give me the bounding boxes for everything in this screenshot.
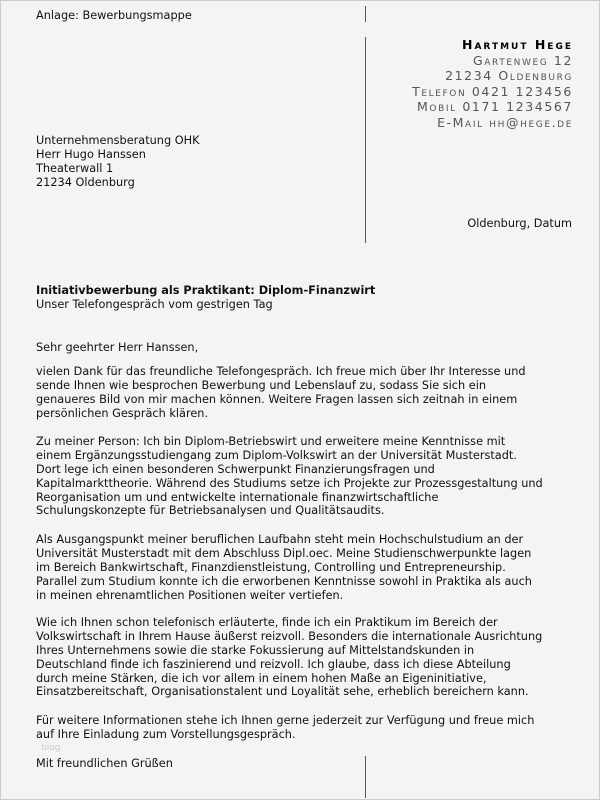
paragraph-line: Als Ausgangspunkt meiner beruflichen Laufbahn steht mein Hochschulstudium an der <box>36 533 524 546</box>
salutation: Sehr geehrter Herr Hanssen, <box>36 341 199 354</box>
sender-city: 21234 Oldenburg <box>445 68 573 83</box>
paragraph-line: in meinen ehrenamtlichen Positionen weiter vertiefen. <box>36 588 344 602</box>
paragraph-line: Schulungskonzepte für Betriebsanalysen und Qualitätsaudits. <box>36 504 385 518</box>
place-date: Oldenburg, Datum <box>467 217 572 230</box>
paragraph-line: Ihres Unternehmens sowie die starke Fokussierung auf Mittelstandskunden in <box>36 643 475 657</box>
recipient-address <box>36 134 200 190</box>
paragraph-line: vielen Dank für das freundliche Telefongespräch. Ich freue mich über Ihr Interesse und <box>36 365 526 378</box>
recipient-line: Herr Hugo Hanssen <box>36 147 146 161</box>
sender-phone: Telefon 0421 123456 <box>412 83 573 99</box>
paragraph-line: sende Ihnen wie besprochen Bewerbung und Lebenslauf zu, sodass Sie sich ein <box>36 378 487 392</box>
sender-email: E-Mail hh@hege.de <box>437 114 573 130</box>
paragraph-line: Dort lege ich einen besonderen Schwerpunkt Finanzierungsfragen und <box>36 462 435 476</box>
paragraph-line: genaueres Bild von mir machen können. Weitere Fragen lassen sich zeitnah in einem <box>36 392 518 406</box>
closing: Mit freundlichen Grüßen <box>36 757 173 770</box>
paragraph <box>36 533 532 602</box>
paragraph-line: durch meine Stärken, die ich vor allem in einem hohen Maße an Eigeninitiative, <box>36 671 487 685</box>
paragraph-line: Zu meiner Person: Ich bin Diplom-Betriebswirt und erweitere meine Kenntnisse mit <box>36 435 506 448</box>
paragraph-line: Deutschland finde ich faszinierend und reizvoll. Ich glaube, dass ich diese Abteilung <box>36 657 511 671</box>
attachment-note: Anlage: Bewerbungsmappe <box>36 9 192 22</box>
divider-line-bottom <box>365 756 366 798</box>
paragraph-line: persönlichen Gespräch klären. <box>36 406 209 420</box>
fold-line-top <box>365 6 366 22</box>
paragraph-line: Kapitalmarkttheorie. Während des Studiums setze ich Projekte zur Prozessgestaltung und <box>36 476 543 490</box>
paragraph <box>36 616 542 699</box>
paragraph <box>36 365 526 421</box>
paragraph-line: im Bereich Bankwirtschaft, Finanzdienstleistung, Controlling und Entrepreneurship. <box>36 560 506 574</box>
paragraph <box>36 435 543 518</box>
recipient-line: Unternehmensberatung OHK <box>36 134 200 147</box>
sender-street: Gartenweg 12 <box>473 52 573 68</box>
paragraph-line: Einsatzbereitschaft, Organisationstalent und Loyalität sehe, erheblich bereichern kann. <box>36 685 529 699</box>
recipient-line: Theaterwall 1 <box>36 161 114 175</box>
watermark: blog <box>41 743 61 753</box>
paragraph-line: einem Ergänzungsstudiengang zum Diplom-Volkswirt an der Universität Musterstadt. <box>36 448 517 462</box>
recipient-line: 21234 Oldenburg <box>36 175 135 189</box>
paragraph-line: Reorganisation um und entwickelte internationale finanzwirtschaftliche <box>36 490 439 504</box>
paragraph-line: auf Ihre Einladung zum Vorstellungsgespräch. <box>36 727 296 741</box>
paragraph-line: Für weitere Informationen stehe ich Ihnen gerne jederzeit zur Verfügung und freue mich <box>36 714 535 727</box>
paragraph-line: Volkswirtschaft in Ihrem Hause äußerst reizvoll. Besonders die internationale Ausrichtung <box>36 629 543 643</box>
sender-mobile: Mobil 0171 1234567 <box>417 99 573 114</box>
sender-name: Hartmut Hege <box>462 37 573 52</box>
divider-line <box>365 37 366 243</box>
paragraph-line: Wie ich Ihnen schon telefonisch erläuterte, finde ich ein Praktikum im Bereich der <box>36 616 498 629</box>
paragraph-line: Parallel zum Studium konnte ich die erworbenen Kenntnisse sowohl in Praktika als auch <box>36 574 532 588</box>
reference-line: Unser Telefongespräch vom gestrigen Tag <box>36 298 273 311</box>
paragraph <box>36 714 534 742</box>
subject-line: Initiativbewerbung als Praktikant: Diplom-Finanzwirt <box>36 284 376 297</box>
sender-block <box>412 37 573 130</box>
paragraph-line: Universität Musterstadt mit dem Abschluss Dipl.oec. Meine Studienschwerpunkte lagen <box>36 546 532 560</box>
